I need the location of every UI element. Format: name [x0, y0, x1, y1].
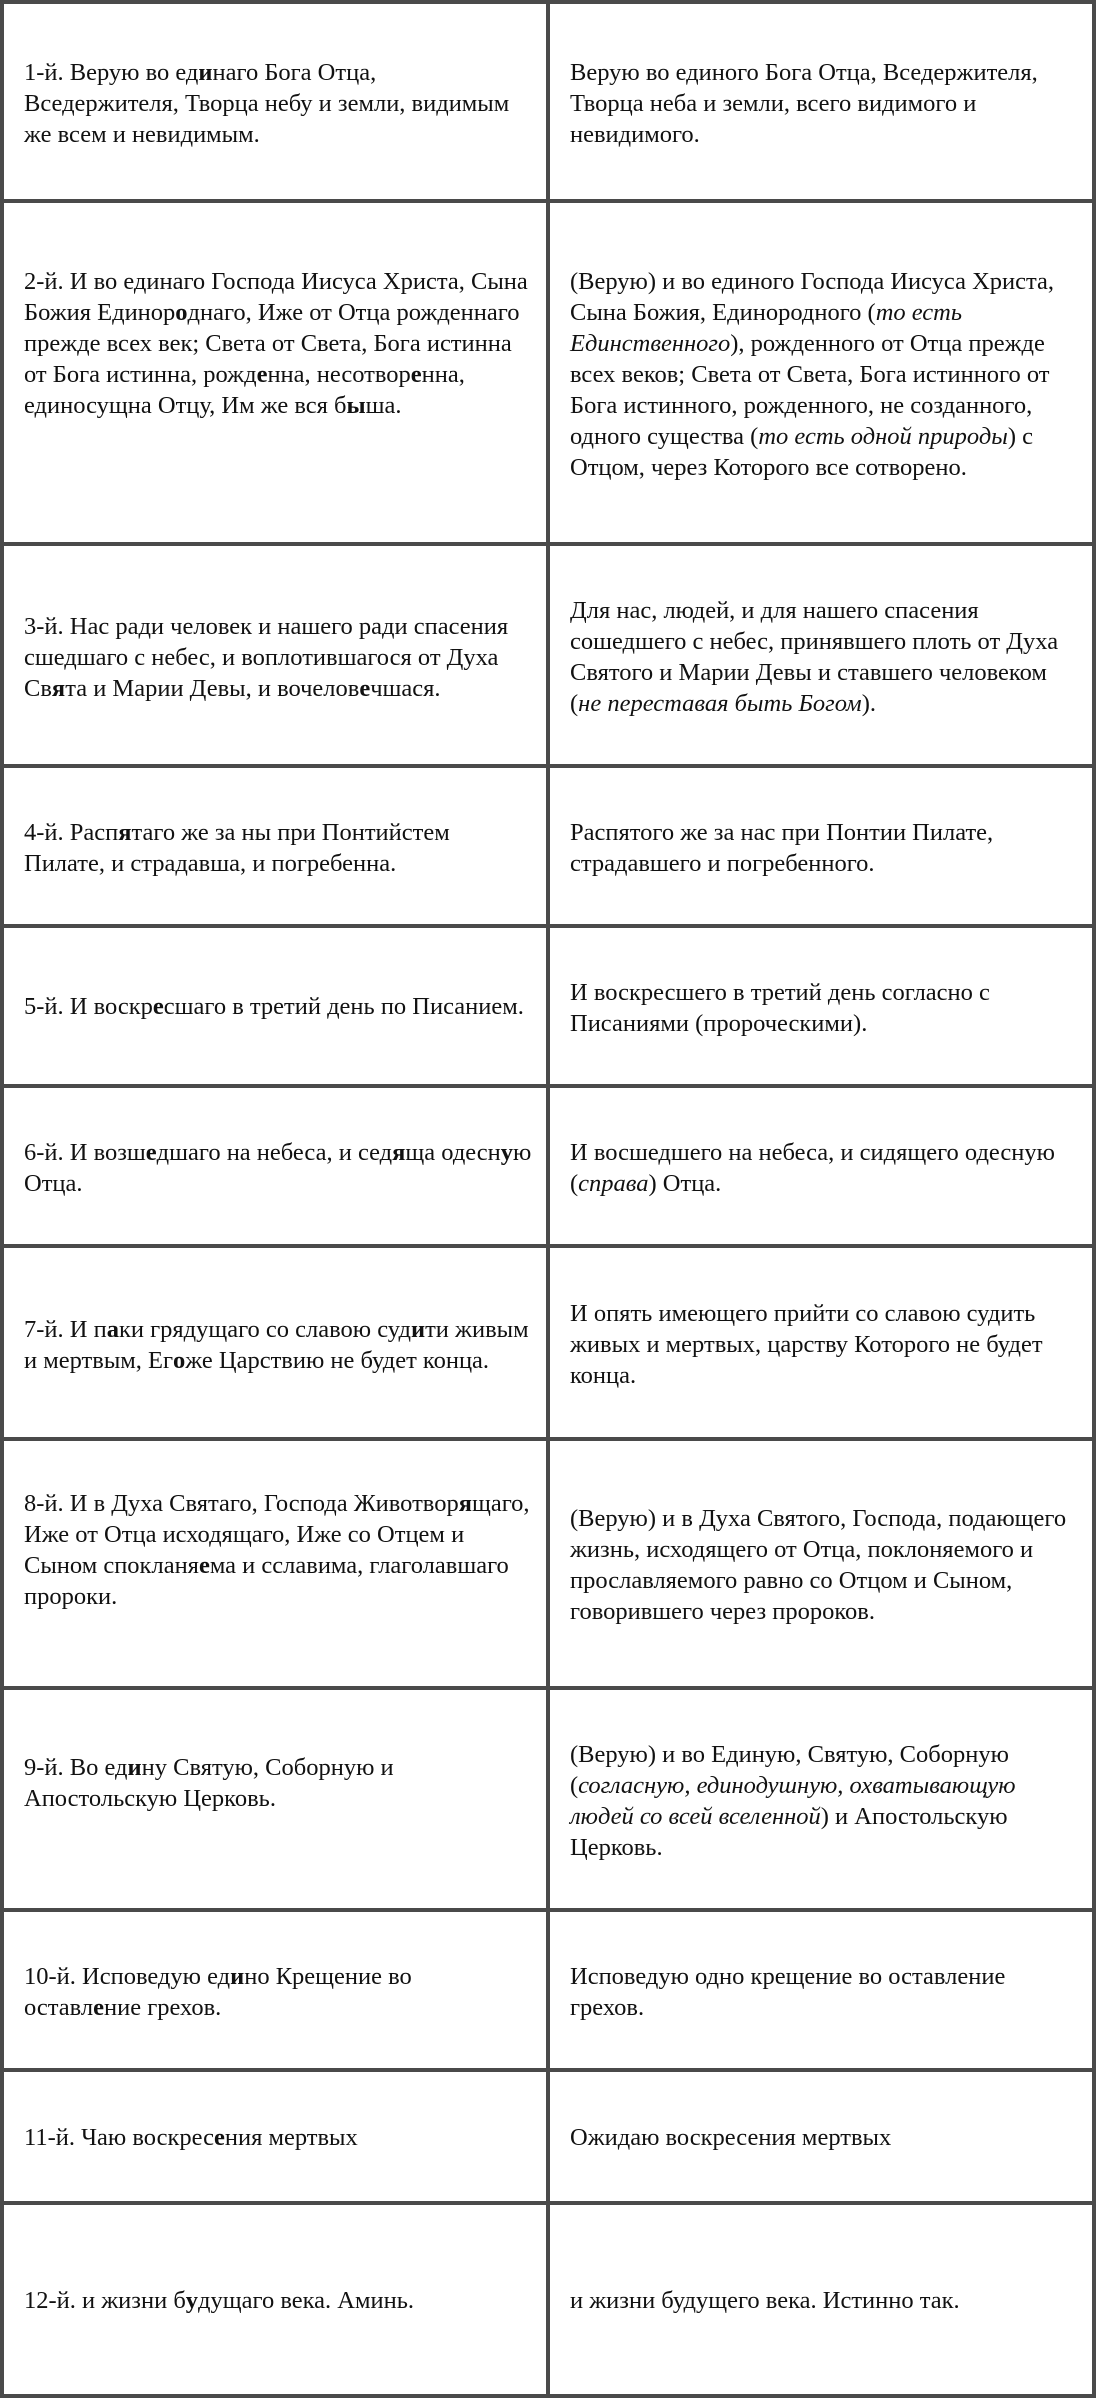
table-row: [4, 1088, 1096, 1248]
old-text-cell-9: [4, 1690, 550, 1912]
table-row: [4, 2072, 1096, 2205]
table-row: [4, 1912, 1096, 2072]
article-12-church-slavonic: 12-й. и жизни будущаго века. Аминь.: [24, 2286, 414, 2314]
old-text-cell-10: [4, 1912, 550, 2072]
article-7-modern-russian: И опять имеющего прийти со славою судить живых и мертвых, царству Которого не будет конца.: [570, 1300, 1043, 1390]
table-row: [4, 1441, 1096, 1690]
new-text-cell-12: [550, 2205, 1096, 2398]
old-text-cell-8: [4, 1441, 550, 1690]
article-6-modern-russian: И восшедшего на небеса, и сидящего одесную (справа) Отца.: [570, 1139, 1055, 1198]
new-text-cell-6: [550, 1088, 1096, 1248]
article-2-modern-russian: (Верую) и во единого Господа Иисуса Христа, Сына Божия, Единородного (то есть Единственного), рожденного от Отца прежде всех веков; Света от Света, Бога истинного от Бога истинного, рожденного, не созданного, одного существа (то есть одной природы) с Отцом, через Которого все сотворено.: [570, 267, 1055, 481]
old-text-cell-7: [4, 1248, 550, 1441]
article-2-church-slavonic: 2-й. И во единаго Господа Иисуса Христа, Сына Божия Единороднаго, Иже от Отца рожденнаго прежде всех век; Света от Света, Бога истинна от Бога истинна, рожденна, несотворенна, единосущна Отцу, Им же вся быша.: [24, 267, 528, 419]
new-text-cell-8: [550, 1441, 1096, 1690]
article-8-modern-russian: (Верую) и в Духа Святого, Господа, подающего жизнь, исходящего от Отца, поклоняемого и прославляемого равно со Отцом и Сыном, говорившего через пророков.: [570, 1505, 1067, 1626]
article-5-church-slavonic: 5-й. И воскресшаго в третий день по Писанием.: [24, 993, 524, 1021]
article-3-modern-russian: Для нас, людей, и для нашего спасения сошедшего с небес, принявшего плоть от Духа Святого и Марии Девы и ставшего человеком (не переставая быть Богом).: [570, 597, 1059, 718]
table-row: [4, 928, 1096, 1088]
old-text-cell-1: [4, 4, 550, 203]
new-text-cell-1: [550, 4, 1096, 203]
article-6-church-slavonic: 6-й. И возшедшаго на небеса, и седяща одесную Отца.: [24, 1139, 532, 1198]
new-text-cell-11: [550, 2072, 1096, 2205]
article-10-church-slavonic: 10-й. Исповедую едино Крещение во оставление грехов.: [24, 1962, 412, 2021]
new-text-cell-5: [550, 928, 1096, 1088]
old-text-cell-2: [4, 203, 550, 547]
creed-table-body: [4, 4, 1096, 2398]
article-4-church-slavonic: 4-й. Распятаго же за ны при Понтийстем Пилате, и страдавша, и погребенна.: [24, 819, 450, 878]
table-row: [4, 1248, 1096, 1441]
old-text-cell-5: [4, 928, 550, 1088]
article-12-modern-russian: и жизни будущего века. Истинно так.: [570, 2286, 960, 2314]
old-text-cell-11: [4, 2072, 550, 2205]
old-text-cell-3: [4, 546, 550, 768]
article-11-church-slavonic: 11-й. Чаю воскресения мертвых: [24, 2123, 358, 2151]
table-row: [4, 4, 1096, 203]
new-text-cell-10: [550, 1912, 1096, 2072]
table-row: [4, 203, 1096, 547]
article-5-modern-russian: И воскресшего в третий день согласно с Писаниями (пророческими).: [570, 979, 990, 1038]
old-text-cell-4: [4, 768, 550, 928]
new-text-cell-3: [550, 546, 1096, 768]
article-1-modern-russian: Верую во единого Бога Отца, Вседержителя, Творца неба и земли, всего видимого и невидимого.: [570, 58, 1038, 148]
new-text-cell-4: [550, 768, 1096, 928]
old-text-cell-6: [4, 1088, 550, 1248]
article-1-church-slavonic: 1-й. Верую во единаго Бога Отца, Вседержителя, Творца небу и земли, видимым же всем и невидимым.: [24, 58, 510, 148]
article-7-church-slavonic: 7-й. И паки грядущаго со славою судити живым и мертвым, Егоже Царствию не будет конца.: [24, 1315, 529, 1374]
article-10-modern-russian: Исповедую одно крещение во оставление грехов.: [570, 1962, 1006, 2021]
table-row: [4, 768, 1096, 928]
table-row: [4, 1690, 1096, 1912]
old-text-cell-12: [4, 2205, 550, 2398]
table-row: [4, 546, 1096, 768]
article-11-modern-russian: Ожидаю воскресения мертвых: [570, 2123, 892, 2151]
article-3-church-slavonic: 3-й. Нас ради человек и нашего ради спасения сшедшаго с небес, и воплотившагося от Духа Свята и Марии Девы, и вочеловечшася.: [24, 612, 509, 702]
table-row: [4, 2205, 1096, 2398]
article-9-church-slavonic: 9-й. Во едину Святую, Соборную и Апостольскую Церковь.: [24, 1753, 394, 1812]
article-4-modern-russian: Распятого же за нас при Понтии Пилате, страдавшего и погребенного.: [570, 819, 994, 878]
new-text-cell-9: [550, 1690, 1096, 1912]
new-text-cell-7: [550, 1248, 1096, 1441]
article-9-modern-russian: (Верую) и во Единую, Святую, Соборную (согласную, единодушную, охватывающую людей со всей вселенной) и Апостольскую Церковь.: [570, 1740, 1016, 1861]
article-8-church-slavonic: 8-й. И в Духа Святаго, Господа Животворящаго, Иже от Отца исходящаго, Иже со Отцем и Сыном спокланяема и сславима, глаголавшаго пророки.: [24, 1490, 530, 1611]
new-text-cell-2: [550, 203, 1096, 547]
